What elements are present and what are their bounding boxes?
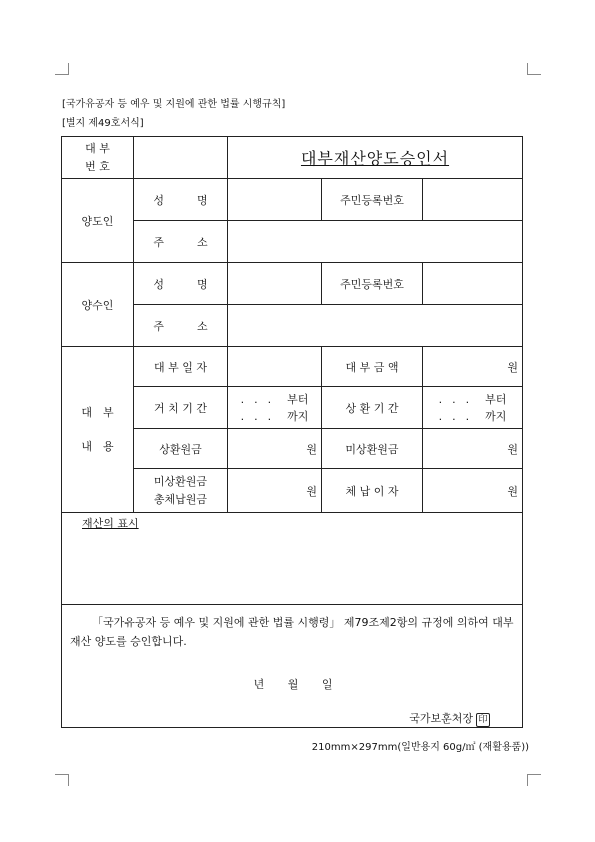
certification-text: 「국가유공자 등 예우 및 지원에 관한 법률 시행령」 제79조제2항의 규정에 의하여 대부재산 양도를 승인합니다. — [70, 616, 514, 648]
transferee-name-field[interactable] — [228, 263, 322, 305]
grace-to-dots: ... — [240, 409, 282, 423]
crop-mark-bottom-left-v — [68, 774, 69, 786]
loan-section-label: 대 부 내 용 — [62, 347, 134, 513]
crop-mark-top-right-v — [527, 63, 528, 75]
signer-line — [70, 710, 490, 727]
loan-amount-field[interactable] — [423, 347, 523, 387]
transferor-section-label: 양도인 — [62, 179, 134, 263]
transferor-id-field[interactable] — [423, 179, 523, 221]
unpaid-total-field[interactable] — [228, 469, 322, 513]
repaid-principal-label: 상환원금 — [134, 429, 228, 469]
crop-mark-top-right-h — [527, 74, 541, 75]
loan-date-field[interactable] — [228, 347, 322, 387]
repay-period-label: 상 환 기 간 — [322, 387, 423, 429]
crop-mark-bottom-right-v — [527, 774, 528, 786]
unpaid-principal-label: 미상환원금 — [322, 429, 423, 469]
transferor-name-label: 성 명 — [134, 179, 228, 221]
loan-date-label: 대 부 일 자 — [134, 347, 228, 387]
regulation-header: [국가유공자 등 예우 및 지원에 관한 법률 시행규칙] — [62, 99, 286, 110]
unpaid-principal-unit: 원 — [507, 442, 519, 456]
paper-spec: 210mm×297mm(일반용지 60g/㎡ (재활용품)) — [311, 742, 529, 753]
arrears-interest-unit: 원 — [507, 484, 519, 498]
crop-mark-bottom-left-h — [55, 774, 69, 775]
loan-amount-label: 대 부 금 액 — [322, 347, 423, 387]
seal-mark: 印 — [476, 713, 490, 727]
transferor-address-label: 주 소 — [134, 221, 228, 263]
approval-date-line: 년 월 일 — [253, 678, 333, 691]
grace-to-text: 까지 — [287, 409, 309, 423]
repay-to-dots: ... — [438, 409, 480, 423]
crop-mark-top-left-h — [55, 74, 69, 75]
repay-to-text: 까지 — [485, 409, 507, 423]
transferee-section-label: 양수인 — [62, 263, 134, 347]
grace-period-label: 거 치 기 간 — [134, 387, 228, 429]
loan-number-label: 대 부 번 호 — [62, 137, 134, 179]
unpaid-principal-field[interactable] — [423, 429, 523, 469]
loan-amount-unit: 원 — [507, 360, 519, 374]
property-description-label: 재산의 표시 — [82, 517, 139, 530]
unpaid-total-label — [134, 469, 228, 513]
certification-block — [62, 605, 523, 728]
repay-period-field[interactable] — [423, 387, 523, 429]
transferee-id-field[interactable] — [423, 263, 523, 305]
form-number: [별지 제49호서식] — [62, 118, 144, 129]
transferor-id-label: 주민등록번호 — [322, 179, 423, 221]
transferee-address-field[interactable] — [228, 305, 523, 347]
transferee-address-label: 주 소 — [134, 305, 228, 347]
grace-from-dots: ... — [240, 392, 282, 406]
approval-form-table — [61, 136, 523, 728]
arrears-interest-label: 체 납 이 자 — [322, 469, 423, 513]
unpaid-total-label-line1: 미상환원금 — [153, 474, 208, 488]
transferee-id-label: 주민등록번호 — [322, 263, 423, 305]
loan-number-field[interactable] — [134, 137, 228, 179]
crop-mark-top-left-v — [68, 63, 69, 75]
crop-mark-bottom-right-h — [527, 774, 541, 775]
repaid-principal-field[interactable] — [228, 429, 322, 469]
form-title: 대부재산양도승인서 — [300, 149, 450, 168]
unpaid-total-label-line2: 총체납원금 — [153, 492, 208, 506]
signer-name: 국가보훈처장 — [409, 712, 474, 725]
repay-from-dots: ... — [438, 392, 480, 406]
grace-from-text: 부터 — [287, 392, 309, 406]
property-description-field[interactable] — [62, 513, 523, 605]
grace-period-field[interactable] — [228, 387, 322, 429]
repaid-principal-unit: 원 — [306, 442, 317, 456]
repay-from-text: 부터 — [485, 392, 507, 406]
transferor-address-field[interactable] — [228, 221, 523, 263]
transferee-name-label: 성 명 — [134, 263, 228, 305]
unpaid-total-unit: 원 — [306, 484, 317, 498]
form-title-cell — [228, 137, 523, 179]
transferor-name-field[interactable] — [228, 179, 322, 221]
arrears-interest-field[interactable] — [423, 469, 523, 513]
